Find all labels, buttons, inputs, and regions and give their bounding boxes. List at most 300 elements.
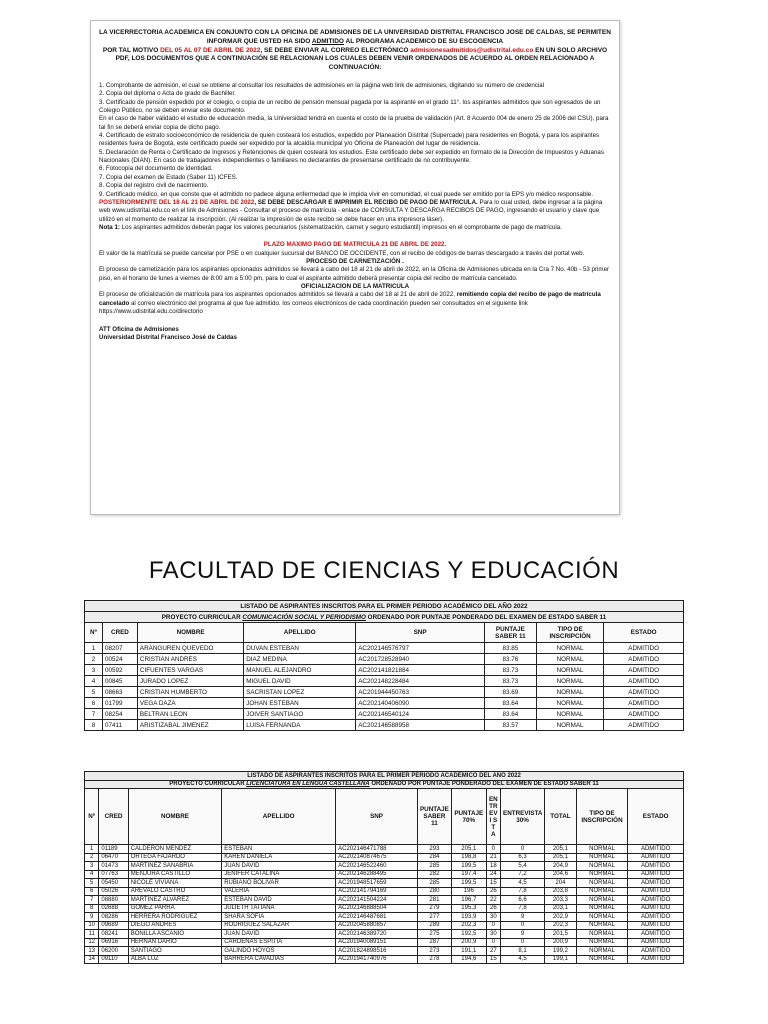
table-cell: AC201948517659 bbox=[336, 879, 418, 888]
table-lengua-castellana bbox=[84, 771, 684, 964]
table-row bbox=[85, 870, 684, 879]
table-cell: 83.57 bbox=[484, 720, 536, 731]
table-cell: 4,5 bbox=[501, 955, 545, 964]
column-header: CRED bbox=[102, 623, 137, 643]
table-cell: 83.76 bbox=[484, 654, 536, 665]
table-cell: 202,9 bbox=[545, 913, 576, 922]
table-cell: 9 bbox=[85, 913, 99, 922]
column-header: SNP bbox=[356, 623, 485, 643]
column-header: APELLIDO bbox=[222, 789, 336, 845]
table-cell: 09110 bbox=[99, 955, 128, 964]
table-cell: DIAZ MEDINA bbox=[244, 654, 356, 665]
table-cell: 282 bbox=[417, 870, 451, 879]
table-cell: 5,4 bbox=[501, 862, 545, 871]
table-row bbox=[85, 698, 684, 709]
table-cell: GALINDO HOYOS bbox=[222, 947, 336, 956]
list-item: 6. Fotocopia del documento de identidad. bbox=[99, 165, 213, 173]
table-cell: 203,1 bbox=[545, 904, 576, 913]
list-item: 1. Comprobante de admisión, el cual se obtiene al consultar los resultados de admisiones en la página web link de admisiones, digitando su número de credencial bbox=[99, 81, 545, 89]
table-cell: AC202146576797 bbox=[356, 643, 485, 654]
table-cell: 1 bbox=[85, 845, 99, 854]
table-cell: NORMAL bbox=[576, 896, 628, 905]
table-cell: 8 bbox=[85, 720, 103, 731]
table-cell: ADMITIDO bbox=[628, 879, 684, 888]
column-header: EN TR EVI ST A bbox=[486, 789, 500, 845]
admission-notice bbox=[90, 20, 620, 515]
table-cell: AC202140874675 bbox=[336, 853, 418, 862]
table-cell: 0 bbox=[486, 845, 500, 854]
column-header: Nº bbox=[85, 623, 103, 643]
table-cell: 202,3 bbox=[451, 921, 486, 930]
oficial-text: El proceso de oficialización de matrícula para los aspirantes opcionados admitidos se llevará a cabo del 18 al 21 de abril de 2022, remitiendo copia del recibo de pago de matrícula cancelado al correo electrónico del programa al que fue admitido. los correos electrónicos de cada coordinación pueden ser consultados en el siguiente link https://www.udistrital.edu.co/directorio bbox=[99, 291, 601, 316]
table-cell: ARISTIZABAL JIMENEZ bbox=[137, 720, 243, 731]
table-cell: 8,1 bbox=[501, 947, 545, 956]
table-cell: 7 bbox=[85, 896, 99, 905]
table-cell: 83.73 bbox=[484, 665, 536, 676]
table-cell: ADMITIDO bbox=[604, 720, 684, 731]
table-cell: 15 bbox=[486, 955, 500, 964]
table-cell: 5 bbox=[85, 687, 103, 698]
table-cell: MARTINEZ SANABRIA bbox=[128, 862, 222, 871]
table-cell: 6,3 bbox=[501, 853, 545, 862]
table-cell: 193,9 bbox=[451, 913, 486, 922]
table-cell: RODRIGUEZ SALAZAR bbox=[222, 921, 336, 930]
table-cell: 14 bbox=[85, 955, 99, 964]
table-cell: CRISTIAN HUMBERTO bbox=[137, 687, 243, 698]
table-cell: 289 bbox=[417, 921, 451, 930]
table-subtitle: PROYECTO CURRICULAR LICENCIATURA EN LENGUA CASTELLANA ORDENADO POR PUNTAJE PONDERADO DEL EXAMEN DE ESTADO SABER 11 bbox=[85, 780, 684, 789]
table-cell: ADMITIDO bbox=[628, 938, 684, 947]
table-title: LISTADO DE ASPIRANTES INSCRITOS PARA EL PRIMER PERIODO ACADÉMICO DEL AÑO 2022 bbox=[85, 601, 684, 612]
table-cell: LUISA FERNANDA bbox=[244, 720, 356, 731]
table-cell: NORMAL bbox=[536, 698, 603, 709]
table-cell: AC202045880857 bbox=[336, 921, 418, 930]
table-cell: 203,3 bbox=[545, 896, 576, 905]
carnet-title: PROCESO DE CARNETIZACIÓN . bbox=[306, 258, 404, 266]
notice-motive: POR TAL MOTIVO DEL 05 AL 07 DE ABRIL DE 2022, SE DEBE ENVIAR AL CORREO ELECTRÓNICO admisionesadmitidos@udistrital.edu.co EN UN SOLO ARCHIVO PDF, LOS DOCUMENTOS QUE A CONTINUACIÓN SE RELACIONAN LOS CUALES DEBEN VENIR ORDENADOS DE ACUERDO AL ORDEN RELACIONADO A CONTINUACIÓN: bbox=[102, 46, 608, 72]
table-cell: NORMAL bbox=[576, 930, 628, 939]
table-cell: MENJURA CASTILLO bbox=[128, 870, 222, 879]
table-cell: 285 bbox=[417, 862, 451, 871]
table-cell: NORMAL bbox=[576, 904, 628, 913]
column-header: ENTREVISTA 30% bbox=[501, 789, 545, 845]
table-cell: 0 bbox=[486, 921, 500, 930]
table-cell: 01473 bbox=[99, 862, 128, 871]
table-cell: VEGA DAZA bbox=[137, 698, 243, 709]
table-cell: 24 bbox=[486, 870, 500, 879]
table-cell: ADMITIDO bbox=[604, 687, 684, 698]
column-header: Nº bbox=[85, 789, 99, 845]
table-row bbox=[85, 665, 684, 676]
table-cell: ADMITIDO bbox=[628, 845, 684, 854]
table-cell: 285 bbox=[417, 879, 451, 888]
table-cell: SHARA SOFIA bbox=[222, 913, 336, 922]
table-row bbox=[85, 921, 684, 930]
list-item: 7. Copia del examen de Estado (Saber 11) ICFES. bbox=[99, 173, 238, 181]
notice-header: LA VICERRECTORIA ACADEMICA EN CONJUNTO CON LA OFICINA DE ADMISIONES DE LA UNIVERSIDAD DISTRITAL FRANCISCO JOSE DE CALDAS, SE PERMITEN INFORMAR QUE USTED HA SIDO ADMITIDO AL PROGRAMA ACADEMICO DE SU ESCOGENCIA bbox=[99, 29, 611, 45]
table-cell: 30 bbox=[486, 930, 500, 939]
table-cell: VALERIA bbox=[222, 887, 336, 896]
table-cell: KAREN DANIELA bbox=[222, 853, 336, 862]
table-cell: ADMITIDO bbox=[628, 955, 684, 964]
table-comunicacion-social bbox=[84, 600, 684, 731]
table-cell: RUBIANO BOLIVAR bbox=[222, 879, 336, 888]
table-row bbox=[85, 845, 684, 854]
table-cell: 199,5 bbox=[451, 879, 486, 888]
table-row bbox=[85, 643, 684, 654]
note-1: Nota 1: Los aspirantes admitidos deberán pagar los valores pecuniarios (sistematización, carnet y seguro estudiantil) impresos en el comprobante de pago de matrícula. bbox=[99, 223, 562, 231]
signature-university: Universidad Distrital Francisco José de Caldas bbox=[99, 333, 237, 341]
table-cell: AC202146389720 bbox=[336, 930, 418, 939]
table-cell: 0 bbox=[486, 938, 500, 947]
column-header: TOTAL bbox=[545, 789, 576, 845]
table-row bbox=[85, 887, 684, 896]
table-row bbox=[85, 938, 684, 947]
table-row bbox=[85, 930, 684, 939]
table-cell: ADMITIDO bbox=[628, 862, 684, 871]
table-cell: NICOLE VIVIANA bbox=[128, 879, 222, 888]
table-cell: ESTEBAN DAVID bbox=[222, 896, 336, 905]
table-cell: AC201940089151 bbox=[336, 938, 418, 947]
table-cell: AC202140406090 bbox=[356, 698, 485, 709]
table-cell: 197,4 bbox=[451, 870, 486, 879]
table-cell: BONILLA ASCANIO bbox=[128, 930, 222, 939]
list-item: 9. Certificado médico, en que conste que el admitido no padece alguna enfermedad que le impida vivir en comunidad, el cual puede ser emitido por la EPS y/o médico responsable. bbox=[99, 190, 593, 198]
table-row bbox=[85, 904, 684, 913]
oficial-title: OFICIALIZACION DE LA MATRICULA bbox=[300, 283, 410, 291]
table-cell: JOHAN ESTEBAN bbox=[244, 698, 356, 709]
table-cell: 199,1 bbox=[545, 955, 576, 964]
table-cell: 05450 bbox=[99, 879, 128, 888]
table-cell: 277 bbox=[417, 913, 451, 922]
table-cell: MIGUEL DAVID bbox=[244, 676, 356, 687]
table-cell: 200,9 bbox=[545, 938, 576, 947]
table-cell: ADMITIDO bbox=[604, 643, 684, 654]
column-header: PUNTAJE 70% bbox=[451, 789, 486, 845]
table-cell: 11 bbox=[85, 930, 99, 939]
table-cell: AC202146588958 bbox=[356, 720, 485, 731]
table-cell: 08241 bbox=[99, 930, 128, 939]
table-cell: 6 bbox=[85, 698, 103, 709]
column-header: ESTADO bbox=[604, 623, 684, 643]
table-cell: 08207 bbox=[102, 643, 137, 654]
table-subtitle: PROYECTO CURRICULAR COMUNICACIÓN SOCIAL Y PERIODISMO ORDENADO POR PUNTAJE PONDERADO DEL EXAMEN DE ESTADO SABER 11 bbox=[85, 612, 684, 623]
table-cell: 15 bbox=[486, 879, 500, 888]
column-header: PUNTAJE SABER 11 bbox=[417, 789, 451, 845]
table-cell: 280 bbox=[417, 887, 451, 896]
table-cell: 4 bbox=[85, 676, 103, 687]
table-cell: 2 bbox=[85, 853, 99, 862]
table-cell: ALBA LUZ bbox=[128, 955, 222, 964]
table-cell: 05026 bbox=[99, 887, 128, 896]
table-cell: 191,1 bbox=[451, 947, 486, 956]
table-cell: 205,1 bbox=[451, 845, 486, 854]
table-cell: 02688 bbox=[99, 904, 128, 913]
payment-instructions: POSTERIORMENTE DEL 18 AL 21 DE ABRIL DE 2022, SE DEBE DESCARGAR E IMPRIMIR EL RECIBO DE PAGO DE MATRICULA. Para lo cual usted, debe ingresar a la página web www.udistrital.edu.co en el link de Admisiones - Consultar el proceso de matrícula - enlace de CONSULTA Y DESCARGA RECIBOS DE PAGO, ingresando el usuario y clave que utilizó en el momento de realizar la inscripción. (Al realizar la impresión de este recibo se debe hacer en una impresora láser). bbox=[99, 198, 603, 223]
table-cell: 07763 bbox=[99, 870, 128, 879]
table-cell: 201,5 bbox=[545, 930, 576, 939]
column-header: ESTADO bbox=[628, 789, 684, 845]
column-header: TIPO DE INSCRIPCIÓN bbox=[576, 789, 628, 845]
table-row bbox=[85, 654, 684, 665]
table-row bbox=[85, 879, 684, 888]
table-cell: AC201941740976 bbox=[336, 955, 418, 964]
table-row bbox=[85, 853, 684, 862]
table-cell: 83.73 bbox=[484, 676, 536, 687]
table-cell: MARTINEZ ALVAREZ bbox=[128, 896, 222, 905]
table-cell: 205,1 bbox=[545, 845, 576, 854]
table-cell: 4,5 bbox=[501, 879, 545, 888]
list-item: 8. Copia del registro civil de nacimiento. bbox=[99, 182, 209, 190]
table-cell: JURADO LOPEZ bbox=[137, 676, 243, 687]
table-cell: 4 bbox=[85, 870, 99, 879]
table-cell: MANUEL ALEJANDRO bbox=[244, 665, 356, 676]
list-item: 4. Certificado de estrato socioeconómico de residencia de quien costeará los estudios, expedido por Planeación Distrital (Supercade) para residentes en Bogotá, y para los aspirantes residentes fuera de Bogotá, este certificado puede ser expedido por la alcaldía municipal y/o Oficina de Planeación del lugar de residencia. bbox=[99, 131, 600, 148]
table-cell: NORMAL bbox=[576, 870, 628, 879]
table-cell: ADMITIDO bbox=[628, 853, 684, 862]
column-header: NOMBRE bbox=[137, 623, 243, 643]
column-header: APELLIDO bbox=[244, 623, 356, 643]
table-cell: ADMITIDO bbox=[628, 913, 684, 922]
table-cell: 26 bbox=[486, 904, 500, 913]
table-cell: AC201944450763 bbox=[356, 687, 485, 698]
table-cell: NORMAL bbox=[576, 938, 628, 947]
table-cell: AC201824898516 bbox=[336, 947, 418, 956]
table-cell: 08254 bbox=[102, 709, 137, 720]
table-cell: NORMAL bbox=[576, 845, 628, 854]
table-cell: 30 bbox=[486, 913, 500, 922]
table-cell: JUAN DAVID bbox=[222, 930, 336, 939]
table-cell: AC202148228484 bbox=[356, 676, 485, 687]
table-cell: ADMITIDO bbox=[604, 654, 684, 665]
table-cell: HERRERA RODRIGUEZ bbox=[128, 913, 222, 922]
table-cell: CRISTIAN ANDRES bbox=[137, 654, 243, 665]
table-cell: CALDERON MENDEZ bbox=[128, 845, 222, 854]
table-cell: ADMITIDO bbox=[628, 921, 684, 930]
table-cell: SANTIAGO bbox=[128, 947, 222, 956]
table-cell: 203,8 bbox=[545, 887, 576, 896]
table-title: LISTADO DE ASPIRANTES INSCRITOS PARA EL PRIMER PERIODO ACADÉMICO DEL AÑO 2022 bbox=[85, 772, 684, 781]
table-cell: 279 bbox=[417, 904, 451, 913]
table-cell: JULIETH TATIANA bbox=[222, 904, 336, 913]
table-cell: 08880 bbox=[99, 896, 128, 905]
table-cell: 13 bbox=[85, 947, 99, 956]
table-cell: AC202141504224 bbox=[336, 896, 418, 905]
table-cell: AC202146888504 bbox=[336, 904, 418, 913]
table-row bbox=[85, 947, 684, 956]
table-cell: ADMITIDO bbox=[604, 709, 684, 720]
list-item: 5. Declaración de Renta o Certificado de Ingresos y Retenciones de quien costeará los estudios. Este certificado debe ser expedido en formato de la Dirección de Impuestos y Aduanas Nacionales (DIAN). En caso de trabajadores independientes o familiares no declarantes de presentarse certificado de no contribuyente. bbox=[99, 148, 604, 165]
table-cell: 199,5 bbox=[451, 862, 486, 871]
table-cell: 199,2 bbox=[545, 947, 576, 956]
table-cell: AC202146288495 bbox=[336, 870, 418, 879]
table-cell: ADMITIDO bbox=[604, 698, 684, 709]
table-cell: ADMITIDO bbox=[628, 887, 684, 896]
table-cell: NORMAL bbox=[536, 643, 603, 654]
table-cell: AC202146522460 bbox=[336, 862, 418, 871]
table-cell: ORTEGA FAJARDO bbox=[128, 853, 222, 862]
table-cell: 00845 bbox=[102, 676, 137, 687]
list-item: 3. Certificado de pensión expedido por el colegio, o copia de un recibo de pensión mensual pagada por la aspirante en el grado 11°. los aspirantes admitidos que son egresados de un Colegio Público, no se deben enviar este documento. bbox=[99, 98, 601, 114]
table-cell: NORMAL bbox=[536, 665, 603, 676]
table-cell: 3 bbox=[85, 665, 103, 676]
table-cell: NORMAL bbox=[536, 654, 603, 665]
table-cell: 83.64 bbox=[484, 698, 536, 709]
table-cell: 273 bbox=[417, 947, 451, 956]
table-cell: 202,3 bbox=[545, 921, 576, 930]
table-cell: 6 bbox=[85, 887, 99, 896]
table-cell: 08663 bbox=[102, 687, 137, 698]
table-cell: ADMITIDO bbox=[628, 930, 684, 939]
table-row bbox=[85, 913, 684, 922]
table-cell: ADMITIDO bbox=[628, 896, 684, 905]
table-cell: 83.69 bbox=[484, 687, 536, 698]
table-cell: JUAN DAVID bbox=[222, 862, 336, 871]
column-header: SNP bbox=[336, 789, 418, 845]
table-cell: 10 bbox=[85, 921, 99, 930]
table-row bbox=[85, 862, 684, 871]
carnet-text: El proceso de carnetización para los aspirantes opcionados admitidos se llevará a cabo del 18 al 21 de abril de 2022, en la Oficina de Admisiones ubicada en la Cra 7 No. 40b - 53 primer piso, en el horario de lunes a viernes de 8:00 am a 5:00 pm, para lo cual el aspirante admitido deberá presentar copia del recibo de matrícula cancelado. bbox=[99, 266, 610, 282]
table-cell: 06916 bbox=[99, 938, 128, 947]
table-cell: 07411 bbox=[102, 720, 137, 731]
column-header: PUNTAJE SABER 11 bbox=[484, 623, 536, 643]
table-cell: 0 bbox=[501, 845, 545, 854]
table-cell: ADMITIDO bbox=[604, 665, 684, 676]
table-cell: 06200 bbox=[99, 947, 128, 956]
signature-office: ATT Oficina de Admisiones bbox=[99, 325, 179, 333]
table-cell: 9 bbox=[501, 930, 545, 939]
table-cell: 22 bbox=[486, 896, 500, 905]
payment-info: El valor de la matrícula se puede cancelar por PSE o en cualquier sucursal del BANCO DE OCCIDENTE, con el recibo de códigos de barras descargado a través del portal web. bbox=[99, 249, 585, 257]
table-cell: NORMAL bbox=[576, 955, 628, 964]
table-cell: ARANGUREN QUEVEDO bbox=[137, 643, 243, 654]
table-cell: 83.85 bbox=[484, 643, 536, 654]
table-cell: 7 bbox=[85, 709, 103, 720]
table-row bbox=[85, 896, 684, 905]
table-cell: AC202146471788 bbox=[336, 845, 418, 854]
table-cell: 7,8 bbox=[501, 887, 545, 896]
list-item: En el caso de haber validado el estudio de educación media, la Universidad tendrá en cuenta el costo de la prueba de validación (Art. 8 Acuerdo 004 de enero 25 de 2006 del CSU), para tal fin se deberá enviar copia de dicho pago. bbox=[99, 115, 609, 131]
table-cell: 9 bbox=[501, 913, 545, 922]
table-cell: NORMAL bbox=[576, 913, 628, 922]
table-cell: 293 bbox=[417, 845, 451, 854]
table-cell: 27 bbox=[486, 947, 500, 956]
table-cell: AC202141821884 bbox=[356, 665, 485, 676]
table-cell: NORMAL bbox=[576, 862, 628, 871]
table-row bbox=[85, 955, 684, 964]
table-row bbox=[85, 709, 684, 720]
table-cell: NORMAL bbox=[576, 887, 628, 896]
table-cell: 01799 bbox=[102, 698, 137, 709]
table-cell: JOIVER SANTIAGO bbox=[244, 709, 356, 720]
table-cell: 195,3 bbox=[451, 904, 486, 913]
table-cell: 18 bbox=[486, 862, 500, 871]
table-cell: CIFUENTES VARGAS bbox=[137, 665, 243, 676]
column-header: CRED bbox=[99, 789, 128, 845]
table-cell: DIEGO ANDRES bbox=[128, 921, 222, 930]
table-cell: NORMAL bbox=[576, 947, 628, 956]
table-cell: NORMAL bbox=[576, 853, 628, 862]
table-cell: 08286 bbox=[99, 913, 128, 922]
table-cell: HERNAN DARIO bbox=[128, 938, 222, 947]
table-cell: AC202146487681 bbox=[336, 913, 418, 922]
table-cell: NORMAL bbox=[576, 921, 628, 930]
table-cell: 6,6 bbox=[501, 896, 545, 905]
table-cell: 7,2 bbox=[501, 870, 545, 879]
table-row bbox=[85, 676, 684, 687]
deadline: PLAZO MAXIMO PAGO DE MATRICULA 21 DE ABRIL DE 2022. bbox=[263, 241, 447, 249]
table-cell: JENIFER CATALINA bbox=[222, 870, 336, 879]
table-cell: CARDENAS ESPITIA bbox=[222, 938, 336, 947]
table-cell: 8 bbox=[85, 904, 99, 913]
table-cell: 0 bbox=[501, 921, 545, 930]
table-cell: 281 bbox=[417, 896, 451, 905]
table-cell: 21 bbox=[486, 853, 500, 862]
table-cell: AC202146540124 bbox=[356, 709, 485, 720]
table-cell: ADMITIDO bbox=[628, 947, 684, 956]
table-cell: AREVALO CASTRO bbox=[128, 887, 222, 896]
table-cell: DUVAN ESTEBAN bbox=[244, 643, 356, 654]
table-cell: 198,8 bbox=[451, 853, 486, 862]
column-header: TIPO DE INSCRIPCIÓN bbox=[536, 623, 603, 643]
table-cell: 1 bbox=[85, 643, 103, 654]
table-cell: 196,7 bbox=[451, 896, 486, 905]
table-cell: 287 bbox=[417, 938, 451, 947]
table-cell: 7,8 bbox=[501, 904, 545, 913]
table-cell: AC201728528940 bbox=[356, 654, 485, 665]
table-cell: 83.64 bbox=[484, 709, 536, 720]
table-cell: 5 bbox=[85, 879, 99, 888]
list-item: 2. Copia del diploma o Acta de grado de Bachiller. bbox=[99, 90, 236, 98]
table-cell: 275 bbox=[417, 930, 451, 939]
table-cell: 192,5 bbox=[451, 930, 486, 939]
table-cell: 06470 bbox=[99, 853, 128, 862]
table-cell: AC202141794169 bbox=[336, 887, 418, 896]
table-cell: 00524 bbox=[102, 654, 137, 665]
table-cell: 278 bbox=[417, 955, 451, 964]
table-cell: NORMAL bbox=[536, 709, 603, 720]
table-cell: 09689 bbox=[99, 921, 128, 930]
table-cell: 2 bbox=[85, 654, 103, 665]
table-cell: 26 bbox=[486, 887, 500, 896]
table-cell: 205,1 bbox=[545, 853, 576, 862]
table-cell: BELTRAN LEON bbox=[137, 709, 243, 720]
document-list bbox=[99, 82, 611, 199]
table-cell: BARRERA CAVADIAS bbox=[222, 955, 336, 964]
table-cell: 204,6 bbox=[545, 870, 576, 879]
table-cell: GOMEZ PARRA bbox=[128, 904, 222, 913]
table-cell: NORMAL bbox=[536, 720, 603, 731]
table-cell: 204 bbox=[545, 879, 576, 888]
table-cell: NORMAL bbox=[576, 879, 628, 888]
table-cell: ADMITIDO bbox=[604, 676, 684, 687]
table-cell: 00592 bbox=[102, 665, 137, 676]
faculty-title: FACULTAD DE CIENCIAS Y EDUCACIÓN bbox=[148, 557, 620, 584]
table-cell: 12 bbox=[85, 938, 99, 947]
table-row bbox=[85, 687, 684, 698]
table-cell: SACRISTAN LOPEZ bbox=[244, 687, 356, 698]
table-cell: 200,9 bbox=[451, 938, 486, 947]
table-cell: ESTEBAN bbox=[222, 845, 336, 854]
table-row bbox=[85, 720, 684, 731]
table-cell: 01189 bbox=[99, 845, 128, 854]
table-cell: 194,6 bbox=[451, 955, 486, 964]
table-cell: 204,9 bbox=[545, 862, 576, 871]
table-cell: ADMITIDO bbox=[628, 870, 684, 879]
table-cell: NORMAL bbox=[536, 687, 603, 698]
table-cell: 284 bbox=[417, 853, 451, 862]
table-cell: 196 bbox=[451, 887, 486, 896]
